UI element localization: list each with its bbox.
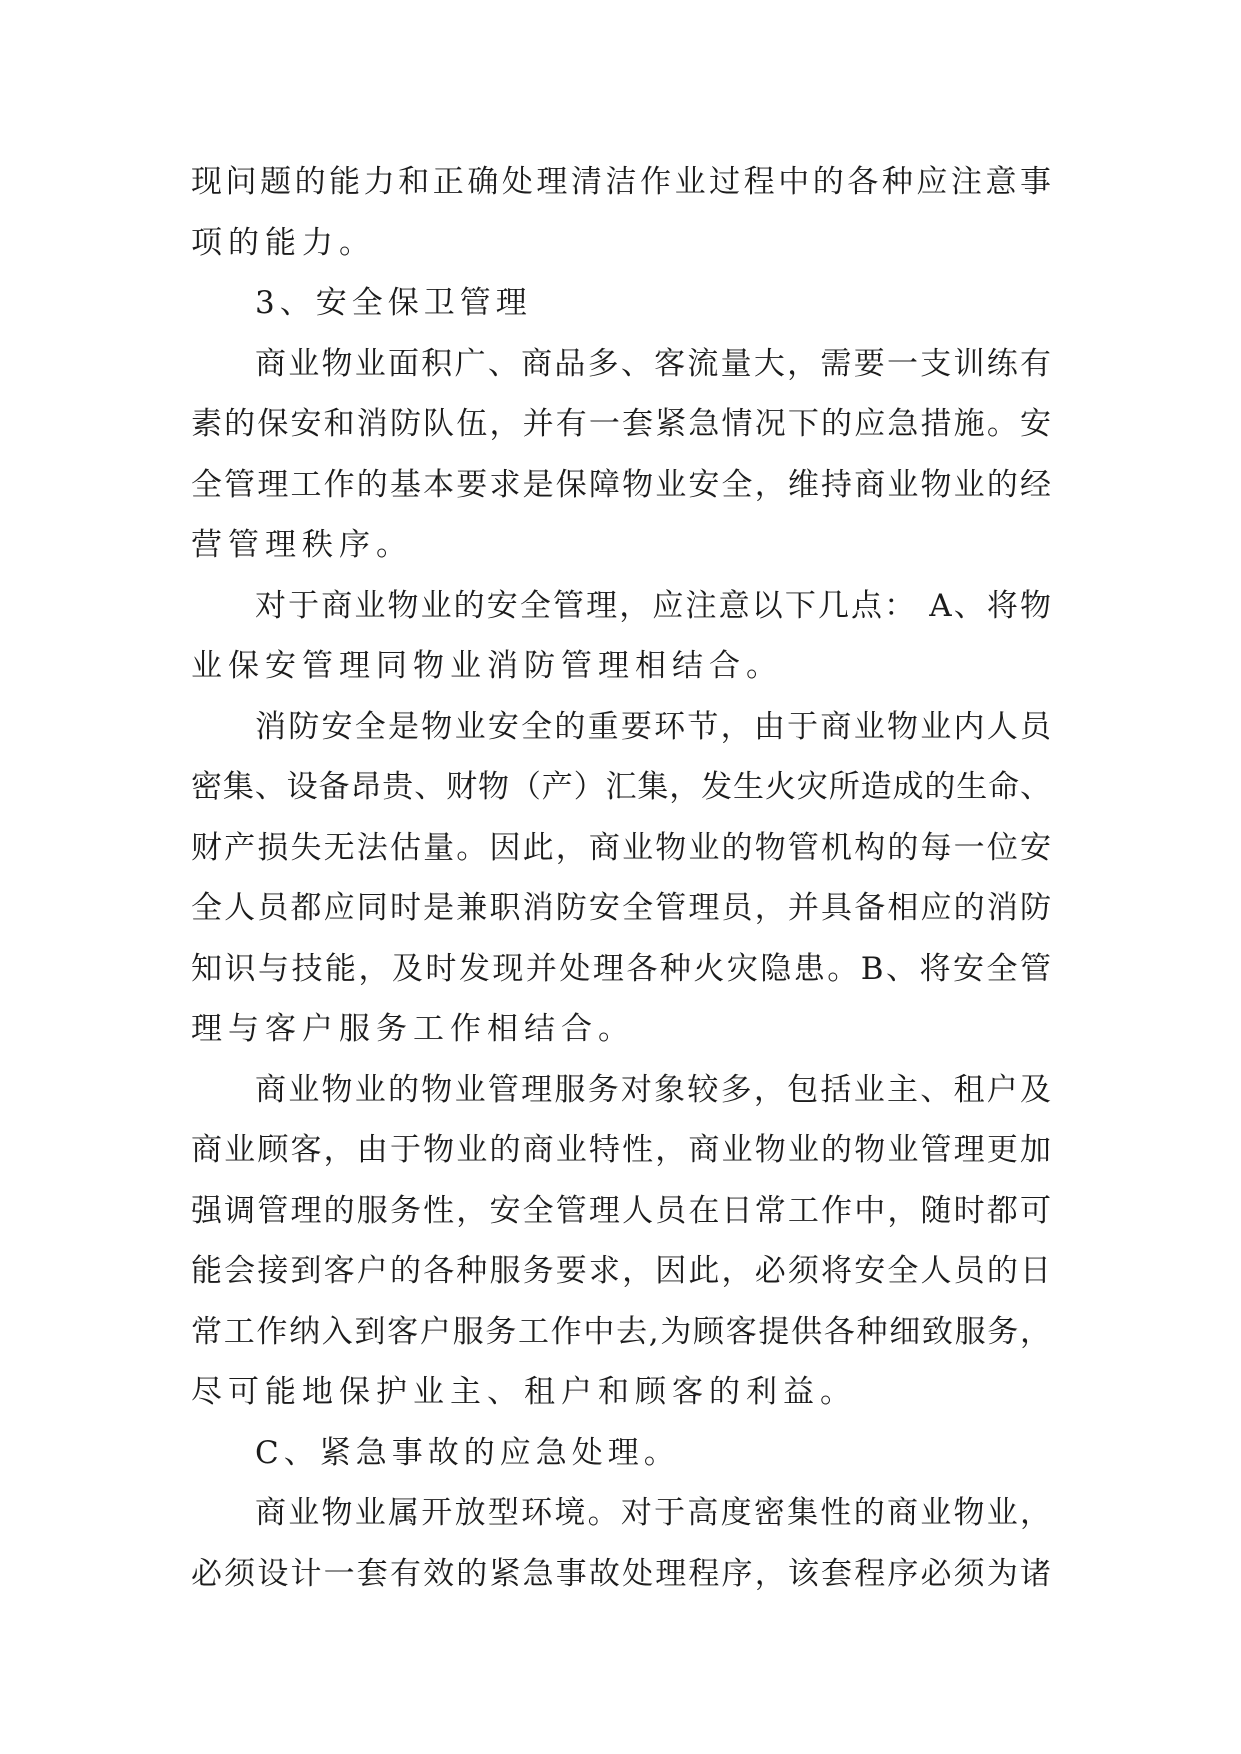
text-line: 商业物业的物业管理服务对象较多，包括业主、租户及 — [255, 1071, 1051, 1108]
text-line: 商业物业属开放型环境。对于高度密集性的商业物业， — [255, 1495, 1051, 1531]
text-line: 对于商业物业的安全管理，应注意以下几点： A、将物 — [255, 587, 1051, 624]
text-line: 能会接到客户的各种服务要求，因此，必须将安全人员的日 — [191, 1253, 1051, 1289]
text-line: 理与客户服务工作相结合。 — [191, 1011, 635, 1047]
text-line: 商业顾客，由于物业的商业特性，商业物业的物业管理更加 — [191, 1132, 1051, 1168]
text-line: 商业物业面积广、商品多、客流量大，需要一支训练有 — [255, 345, 1051, 382]
text-line: 财产损失无法估量。因此，商业物业的物管机构的每一位安 — [191, 829, 1051, 866]
text-line: 知识与技能，及时发现并处理各种火灾隐患。B、将安全管 — [191, 950, 1051, 987]
text-line: 消防安全是物业安全的重要环节，由于商业物业内人员 — [255, 708, 1051, 745]
section-heading: C、紧急事故的应急处理。 — [255, 1434, 680, 1471]
text-line: 必须设计一套有效的紧急事故处理程序，该套程序必须为诸 — [191, 1555, 1051, 1592]
text-line: 业保安管理同物业消防管理相结合。 — [191, 648, 783, 684]
text-line: 全人员都应同时是兼职消防安全管理员，并具备相应的消防 — [191, 890, 1051, 926]
text-line: 常工作纳入到客户服务工作中去,为顾客提供各种细致服务， — [191, 1313, 1051, 1350]
text-line: 密集、设备昂贵、财物（产）汇集，发生火灾所造成的生命、 — [191, 769, 1051, 805]
text-line: 素的保安和消防队伍，并有一套紧急情况下的应急措施。安 — [191, 406, 1051, 442]
text-line: 项的能力。 — [191, 224, 376, 261]
text-line: 全管理工作的基本要求是保障物业安全，维持商业物业的经 — [191, 466, 1051, 503]
text-line: 强调管理的服务性，安全管理人员在日常工作中，随时都可 — [191, 1192, 1051, 1229]
text-line: 营管理秩序。 — [191, 527, 413, 563]
section-heading: 3、安全保卫管理 — [255, 285, 532, 321]
text-line: 现问题的能力和正确处理清洁作业过程中的各种应注意事 — [191, 164, 1051, 200]
text-line: 尽可能地保护业主、租户和顾客的利益。 — [191, 1374, 857, 1410]
document-body — [191, 152, 1051, 1604]
